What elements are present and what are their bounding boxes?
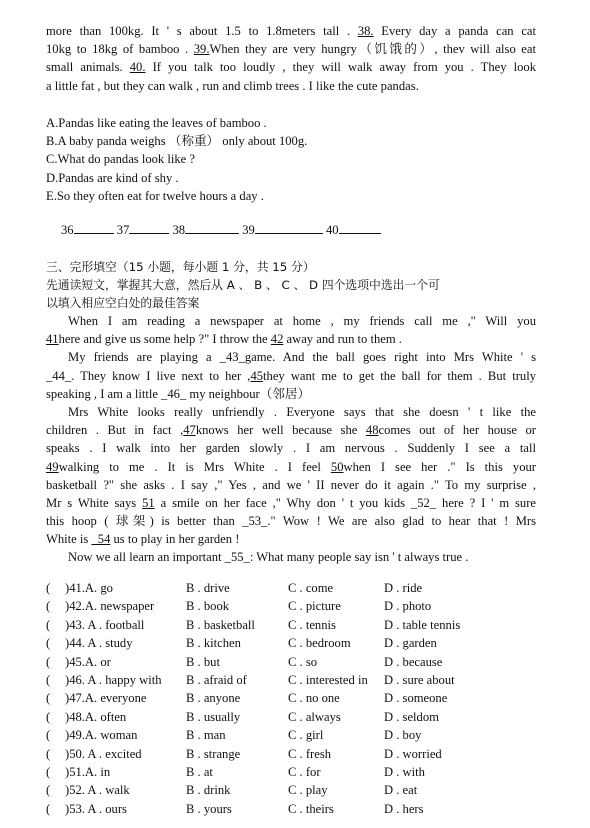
question-row xyxy=(46,763,566,781)
answer-paren[interactable]: ( xyxy=(46,764,51,779)
cloze-passage xyxy=(46,312,536,567)
option-b: B . anyone xyxy=(186,691,241,706)
answer-paren[interactable]: ( xyxy=(46,581,51,595)
option-d: D . photo xyxy=(384,599,432,614)
option-b: B . at xyxy=(186,764,213,779)
option-a: )48.A. often xyxy=(65,709,127,724)
option-a: )52. A . walk xyxy=(65,783,130,798)
option-c: C . picture xyxy=(288,599,341,614)
question-list xyxy=(46,579,566,818)
answer-paren[interactable]: ( xyxy=(46,783,51,798)
option-d: D . garden xyxy=(384,636,437,651)
blank-41: 41 xyxy=(46,332,59,347)
option-c: C . no one xyxy=(288,691,340,706)
answer-38-label: 38 xyxy=(172,223,186,237)
question-row xyxy=(46,745,566,763)
answer-paren[interactable]: ( xyxy=(46,672,51,687)
option-c: C . tennis xyxy=(288,617,336,632)
choice-a: A.Pandas like eating the leaves of bamboo . xyxy=(46,116,267,130)
option-b: B . but xyxy=(186,654,220,669)
cloze-line: 41here and give us some help ?" I throw the 42 away and run to them . xyxy=(46,332,402,347)
option-a: )50. A . excited xyxy=(65,746,142,761)
choice-b: B.A baby panda weighs （称重） only about 100g. xyxy=(46,134,308,149)
section-header xyxy=(46,258,536,313)
answer-40-blank[interactable] xyxy=(339,222,381,234)
option-a: )41.A. go xyxy=(65,581,113,595)
blank-48: 48 xyxy=(365,423,379,438)
answer-paren[interactable]: ( xyxy=(46,599,51,614)
passage-line: a little fat , but they can walk , run and climb trees . I like the cute pandas. xyxy=(46,78,419,93)
cloze-line: children . But in fact ,47knows her well because she 48comes out of her house or xyxy=(46,423,536,438)
option-c: C . so xyxy=(288,654,318,669)
passage-line: small animals. 40. If you talk too loudly , they will walk away from you . They look xyxy=(46,60,536,75)
answer-line xyxy=(61,222,381,238)
cloze-line: My friends are playing a _43_game. And the ball goes right into Mrs White ' s xyxy=(68,350,536,365)
question-row xyxy=(46,616,566,634)
blank-54: _54 xyxy=(91,532,111,547)
option-c: C . bedroom xyxy=(288,636,351,651)
blank-49: 49 xyxy=(46,459,59,474)
choice-d: D.Pandas are kind of shy . xyxy=(46,170,179,185)
option-a: )46. A . happy with xyxy=(65,672,162,687)
option-d: D . boy xyxy=(384,728,422,743)
option-b: B . drink xyxy=(186,783,231,798)
passage-line: more than 100kg. It ' s about 1.5 to 1.8meters tall . 38. Every day a panda can cat xyxy=(46,24,536,38)
option-d: D . seldom xyxy=(384,709,439,724)
answer-paren[interactable]: ( xyxy=(46,654,51,669)
option-a: )45.A. or xyxy=(65,654,111,669)
option-b: B . afraid of xyxy=(186,672,247,687)
option-a: )51.A. in xyxy=(65,764,111,779)
question-row xyxy=(46,671,566,689)
option-c: C . play xyxy=(288,783,328,798)
cloze-line: Now we all learn an important _55_: What many people say isn ' t always true . xyxy=(68,550,469,565)
option-d: D . ride xyxy=(384,581,423,595)
answer-39-label: 39 xyxy=(242,223,255,237)
option-c: C . fresh xyxy=(288,746,332,761)
answer-paren[interactable]: ( xyxy=(46,746,51,761)
option-d: D . worried xyxy=(384,746,442,761)
cloze-line: Mrs White looks really unfriendly . Everyone says that she doesn ' t like the xyxy=(68,404,536,419)
option-b: B . usually xyxy=(186,709,241,724)
answer-38-blank[interactable] xyxy=(185,222,239,234)
option-b: B . book xyxy=(186,599,230,614)
choice-e: E.So they often eat for twelve hours a day . xyxy=(46,188,264,203)
option-b: B . drive xyxy=(186,581,230,595)
answer-37-label: 37 xyxy=(116,223,130,237)
option-d: D . sure about xyxy=(384,672,455,687)
option-a: )42.A. newspaper xyxy=(65,599,155,614)
option-b: B . man xyxy=(186,728,226,743)
option-d: D . eat xyxy=(384,783,418,798)
option-c: C . come xyxy=(288,581,334,595)
option-c: C . always xyxy=(288,709,341,724)
option-a: )43. A . football xyxy=(65,617,145,632)
section-instruction: 先通读短文，掌握其大意，然后从 A 、 B 、 C 、 D 四个选项中选出一个可 xyxy=(46,278,440,293)
question-row xyxy=(46,653,566,671)
option-b: B . basketball xyxy=(186,617,255,632)
option-a: )47.A. everyone xyxy=(65,691,147,706)
option-c: C . interested in xyxy=(288,672,368,687)
answer-paren[interactable]: ( xyxy=(46,691,51,706)
blank-45: 45 xyxy=(250,368,264,383)
cloze-line: When I am reading a newspaper at home , my friends call me ," Will you xyxy=(68,314,536,328)
answer-37-blank[interactable] xyxy=(129,222,169,234)
reading-passage xyxy=(46,22,536,95)
answer-paren[interactable]: ( xyxy=(46,728,51,743)
choice-list xyxy=(46,114,536,205)
option-d: D . table tennis xyxy=(384,617,461,632)
option-b: B . kitchen xyxy=(186,636,241,651)
answer-paren[interactable]: ( xyxy=(46,636,51,651)
section-title: 三、完形填空（15 小题，每小题 1 分，共 15 分） xyxy=(46,260,315,274)
option-c: C . theirs xyxy=(288,801,334,816)
option-b: B . yours xyxy=(186,801,232,816)
cloze-line: 49walking to me . It is Mrs White . I feel 50when I see her ." Is this your xyxy=(46,459,536,474)
blank-51: 51 xyxy=(142,495,155,510)
question-row xyxy=(46,634,566,652)
answer-39-blank[interactable] xyxy=(255,222,323,234)
option-c: C . girl xyxy=(288,728,324,743)
passage-line: 10kg to 18kg of bamboo . 39.When they are very hungry（饥饿的）, thev will also eat xyxy=(46,42,536,57)
answer-36-blank[interactable] xyxy=(74,222,114,234)
blank-47: 47 xyxy=(183,423,196,438)
answer-paren[interactable]: ( xyxy=(46,617,51,632)
blank-38: 38. xyxy=(357,24,374,38)
cloze-line: speaking , I am a little _46_ my neighbour（邻居） xyxy=(46,386,311,401)
cloze-line: this hoop ( 球架) is better than _53_." Wow ! We are also glad to hear that ! Mrs xyxy=(46,514,536,529)
option-a: )44. A . study xyxy=(65,636,133,651)
option-d: D . with xyxy=(384,764,425,779)
cloze-line: Mr s White says 51 a smile on her face ," Why don ' t you kids _52_ here ? I ' m sure xyxy=(46,495,536,510)
option-a: )53. A . ours xyxy=(65,801,127,816)
question-row xyxy=(46,708,566,726)
cloze-line: basketball ?" she asks . I say ," Yes , and we ' II never do it again ." To my surprise , xyxy=(46,477,536,492)
question-row xyxy=(46,579,566,597)
blank-40: 40. xyxy=(129,60,146,75)
cloze-line: speaks . I walk into her garden slowly . I am nervous . Suddenly I see a tall xyxy=(46,441,536,456)
option-d: D . because xyxy=(384,654,443,669)
answer-40-label: 40 xyxy=(326,223,339,237)
answer-paren[interactable]: ( xyxy=(46,709,51,724)
answer-paren[interactable]: ( xyxy=(46,801,51,816)
option-a: )49.A. woman xyxy=(65,728,138,743)
question-row xyxy=(46,800,566,818)
answer-36-label: 36 xyxy=(61,223,74,237)
question-row xyxy=(46,781,566,799)
blank-39: 39. xyxy=(193,42,210,57)
cloze-line: White is _54 us to play in her garden ! xyxy=(46,532,240,547)
question-row xyxy=(46,597,566,615)
option-d: D . hers xyxy=(384,801,424,816)
blank-42: 42 xyxy=(270,332,284,347)
question-row xyxy=(46,689,566,707)
blank-50: 50 xyxy=(330,459,344,474)
choice-c: C.What do pandas look like ? xyxy=(46,152,195,167)
question-row xyxy=(46,726,566,744)
option-b: B . strange xyxy=(186,746,241,761)
cloze-line: _44_. They know I live next to her ,45they want me to get the ball for them . But truly xyxy=(46,368,536,383)
option-d: D . someone xyxy=(384,691,448,706)
section-instruction: 以填入相应空白处的最佳答案 xyxy=(46,296,200,311)
option-c: C . for xyxy=(288,764,321,779)
